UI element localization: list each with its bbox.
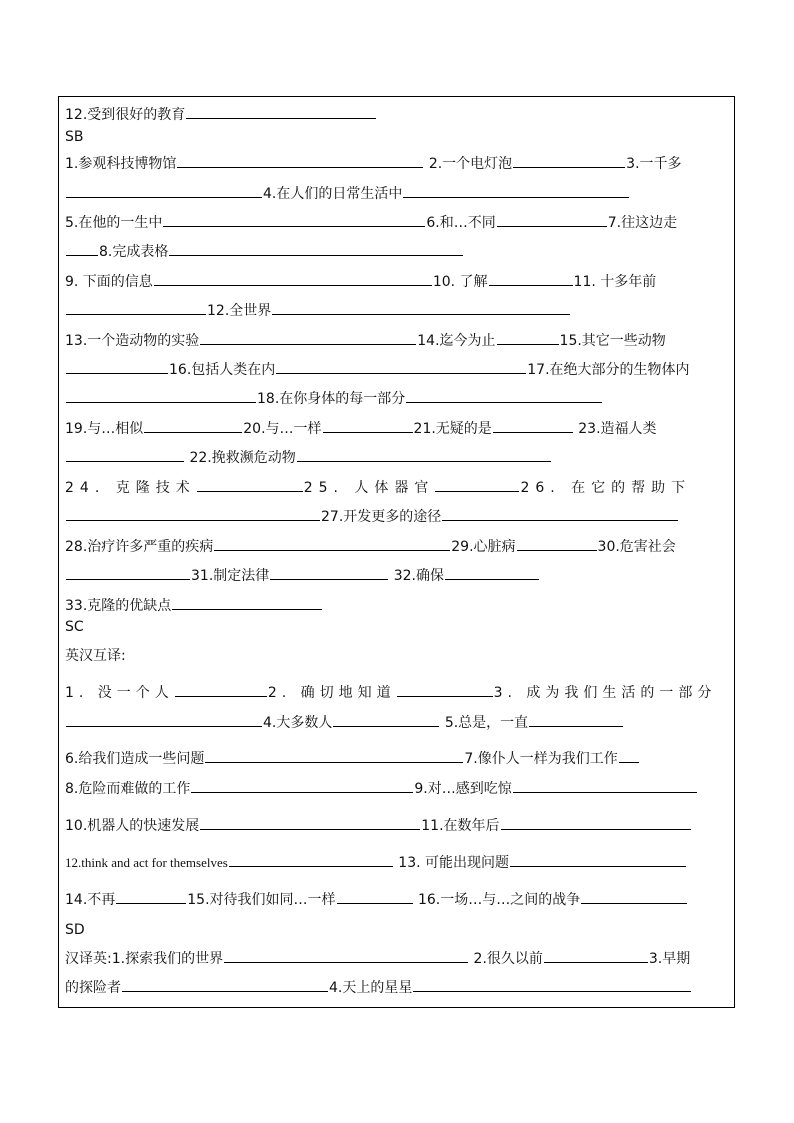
sb-line-10 — [65, 418, 729, 440]
item-label: 23.造福人类 — [578, 421, 657, 437]
answer-blank[interactable] — [200, 330, 416, 345]
answer-blank[interactable] — [224, 948, 468, 963]
answer-blank[interactable] — [435, 477, 519, 492]
answer-blank[interactable] — [66, 712, 262, 727]
sb-line-5 — [65, 271, 729, 293]
item-label: 1.探索我们的世界 — [111, 951, 224, 967]
answer-blank[interactable] — [229, 852, 393, 867]
item-label: 19.与…相似 — [65, 421, 144, 437]
item-label: 18.在你身体的每一部分 — [257, 391, 406, 407]
section-sb — [65, 126, 729, 148]
sb-line-2 — [65, 183, 729, 205]
answer-blank[interactable] — [66, 506, 320, 521]
sd-line-2 — [65, 977, 729, 999]
item-label: 5.在他的一生中 — [65, 215, 163, 231]
answer-blank[interactable] — [581, 889, 687, 904]
sb-line-12 — [65, 477, 729, 499]
answer-blank[interactable] — [513, 778, 697, 793]
item-label: 1. 没一个人 — [65, 685, 174, 701]
item-label: 10.机器人的快速发展 — [65, 818, 200, 834]
item-label: 13.一个造动物的实验 — [65, 333, 200, 349]
sd-line-1 — [65, 948, 729, 970]
item-label: 30.危害社会 — [597, 539, 676, 555]
sc-line-1 — [65, 682, 729, 704]
sc-line-2 — [65, 712, 729, 734]
answer-blank[interactable] — [529, 712, 623, 727]
sb-line-14 — [65, 536, 729, 558]
sb-line-1 — [65, 153, 729, 175]
item-label: 28.治疗许多严重的疾病 — [65, 539, 214, 555]
item-label: 21.无疑的是 — [413, 421, 492, 437]
item-label: 22.挽救濒危动物 — [189, 450, 296, 466]
item-label: 15.对待我们如同…一样 — [187, 892, 336, 908]
answer-blank[interactable] — [175, 682, 267, 697]
answer-blank[interactable] — [513, 153, 625, 168]
answer-blank[interactable] — [337, 889, 413, 904]
answer-blank[interactable] — [197, 477, 303, 492]
sb-line-3 — [65, 212, 729, 234]
item-label: 11. 十多年前 — [573, 274, 657, 290]
sc-line-4 — [65, 778, 729, 800]
item-label: 26. 在它的帮助下 — [520, 480, 692, 496]
answer-blank[interactable] — [66, 565, 190, 580]
item-label: 3.早期 — [648, 951, 691, 967]
sb-line-13 — [65, 506, 729, 528]
answer-blank[interactable] — [200, 815, 420, 830]
answer-blank[interactable] — [116, 889, 186, 904]
item-label: 4.在人们的日常生活中 — [263, 186, 403, 202]
item-label: 2. 确切地知道 — [267, 685, 396, 701]
item-label: 2.很久以前 — [473, 951, 543, 967]
answer-blank[interactable] — [66, 388, 256, 403]
item-label: 9.对…感到吃惊 — [414, 781, 512, 797]
answer-blank[interactable] — [122, 977, 328, 992]
answer-blank[interactable] — [619, 748, 639, 763]
answer-blank[interactable] — [66, 447, 184, 462]
answer-blank[interactable] — [172, 595, 322, 610]
answer-blank[interactable] — [397, 682, 493, 697]
answer-blank[interactable] — [66, 300, 206, 315]
sb-line-16 — [65, 595, 729, 617]
answer-blank[interactable] — [544, 948, 648, 963]
item-label: 14.不再 — [65, 892, 116, 908]
sb-line-7 — [65, 330, 729, 352]
sc-line-3 — [65, 748, 729, 770]
answer-blank[interactable] — [214, 536, 450, 551]
answer-blank[interactable] — [66, 359, 168, 374]
answer-blank[interactable] — [144, 418, 242, 433]
item-label: 1.参观科技博物馆 — [65, 156, 177, 172]
answer-blank[interactable] — [169, 241, 463, 256]
sb-line-4 — [65, 241, 729, 263]
item-label: 20.与…一样 — [243, 421, 322, 437]
item-label: 32.确保 — [393, 568, 444, 584]
sb-line-11 — [65, 447, 729, 469]
answer-blank[interactable] — [413, 977, 691, 992]
answer-blank[interactable] — [66, 183, 262, 198]
item-label: 6.给我们造成一些问题 — [65, 751, 205, 767]
item-label: 5.总是，一直 — [444, 715, 529, 731]
answer-blank[interactable] — [163, 212, 425, 227]
answer-blank[interactable] — [442, 506, 678, 521]
sb-line-9 — [65, 388, 729, 410]
item-label: 16.包括人类在内 — [169, 362, 276, 378]
item-label: 33.克隆的优缺点 — [65, 598, 172, 614]
answer-blank[interactable] — [270, 565, 388, 580]
section-label: SB — [65, 129, 84, 145]
item-label: 13. 可能出现问题 — [398, 855, 509, 871]
answer-blank[interactable] — [497, 212, 607, 227]
sb-line-8 — [65, 359, 729, 381]
item-label: 10. 了解 — [432, 274, 488, 290]
item-label: 的探险者 — [65, 980, 121, 996]
item-label: 8.完成表格 — [99, 244, 169, 260]
sc-line-6 — [65, 852, 729, 874]
answer-blank[interactable] — [406, 388, 602, 403]
sc-line-7 — [65, 889, 729, 911]
item-label: 16.一场…与…之间的战争 — [417, 892, 581, 908]
answer-blank[interactable] — [489, 271, 573, 286]
section-sc — [65, 616, 729, 638]
item-label: 3. 成为我们生活的一部分 — [493, 685, 717, 701]
answer-blank[interactable] — [497, 330, 559, 345]
section-label: SD — [65, 922, 85, 938]
item-label: 3.一千多 — [626, 156, 682, 172]
answer-blank[interactable] — [272, 300, 570, 315]
item-label: 12.全世界 — [207, 303, 272, 319]
item-label: 12.think and act for themselves — [65, 855, 228, 870]
answer-blank[interactable] — [510, 852, 686, 867]
sc-title — [65, 645, 729, 667]
item-label: 25. 人体器官 — [303, 480, 435, 496]
item-label: 29.心脏病 — [451, 539, 516, 555]
item-label: 12.受到很好的教育 — [65, 107, 186, 123]
item-label: 4.天上的星星 — [329, 980, 413, 996]
item-label: 15.其它一些动物 — [559, 333, 666, 349]
item-label: 27.开发更多的途径 — [321, 509, 442, 525]
answer-blank[interactable] — [154, 271, 432, 286]
answer-blank[interactable] — [191, 778, 413, 793]
item-label: 8.危险而难做的工作 — [65, 781, 191, 797]
answer-blank[interactable] — [333, 712, 439, 727]
answer-blank[interactable] — [403, 183, 629, 198]
item-label: 17.在绝大部分的生物体内 — [527, 362, 690, 378]
item-label: 6.和…不同 — [426, 215, 496, 231]
answer-blank[interactable] — [517, 536, 597, 551]
sc-line-5 — [65, 815, 729, 837]
section-instruction: 英汉互译: — [65, 648, 126, 664]
section-sd — [65, 919, 729, 941]
item-label: 24. 克隆技术 — [65, 480, 196, 496]
answer-blank[interactable] — [297, 447, 551, 462]
section-instruction: 汉译英: — [65, 951, 112, 967]
item-label: 11.在数年后 — [421, 818, 500, 834]
answer-blank[interactable] — [501, 815, 691, 830]
item-label: 4.大多数人 — [263, 715, 333, 731]
sb-line-6 — [65, 300, 729, 322]
answer-blank[interactable] — [205, 748, 463, 763]
item-label: 2.一个电灯泡 — [428, 156, 513, 172]
line-12-top — [65, 104, 729, 126]
sb-line-15 — [65, 565, 729, 587]
item-label: 7.往这边走 — [607, 215, 678, 231]
item-label: 14.迄今为止 — [417, 333, 496, 349]
answer-blank[interactable] — [445, 565, 539, 580]
item-label: 31.制定法律 — [191, 568, 270, 584]
answer-blank[interactable] — [276, 359, 526, 374]
item-label: 7.像仆人一样为我们工作 — [464, 751, 618, 767]
item-label: 9. 下面的信息 — [65, 274, 153, 290]
answer-blank[interactable] — [177, 153, 423, 168]
answer-blank[interactable] — [323, 418, 413, 433]
answer-blank[interactable] — [493, 418, 573, 433]
answer-blank[interactable] — [66, 241, 98, 256]
section-label: SC — [65, 619, 84, 635]
answer-blank[interactable] — [186, 104, 376, 119]
